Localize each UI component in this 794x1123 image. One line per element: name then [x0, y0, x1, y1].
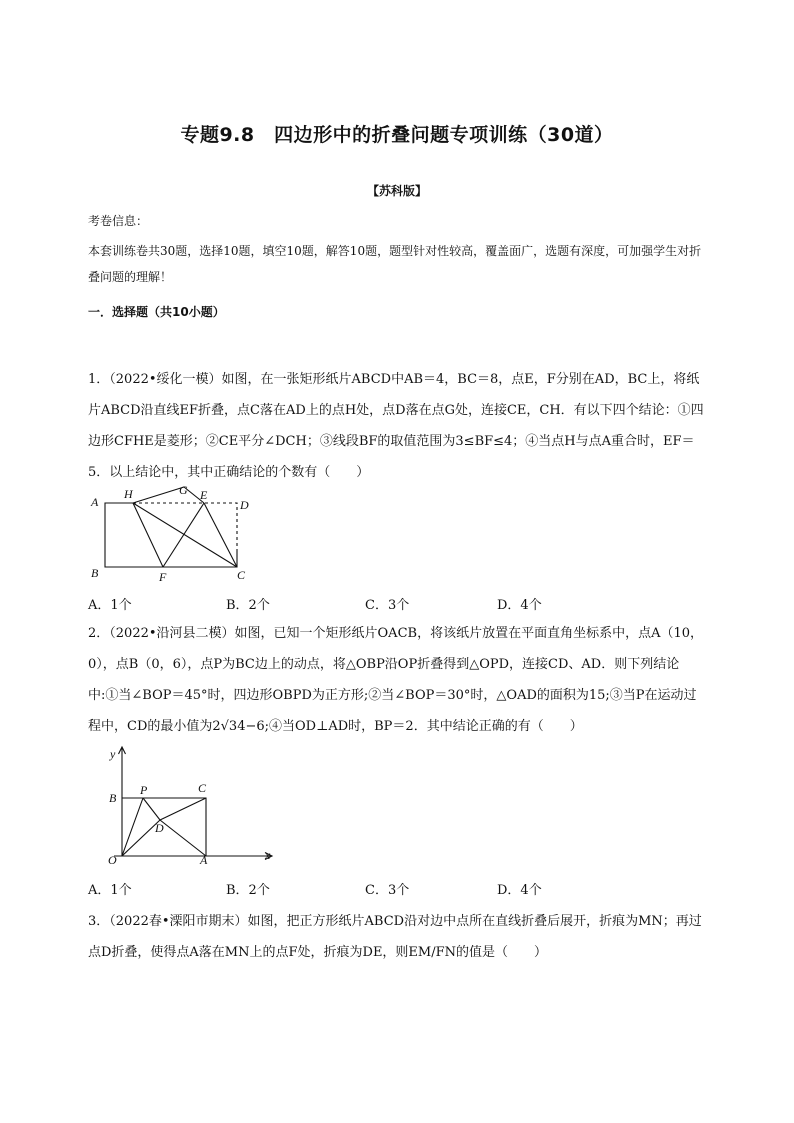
q1-option-b[interactable]: B．2个	[226, 598, 270, 613]
section-title: 一．选择题（共10小题）	[88, 305, 225, 319]
question-1-figure	[86, 485, 261, 585]
fig1-label-A: A	[91, 495, 99, 509]
fig1-label-G: G	[179, 485, 188, 497]
fig2-label-A: A	[200, 853, 208, 866]
fig1-label-E: E	[200, 488, 208, 502]
fig2-label-B: B	[109, 791, 117, 805]
fig1-seg-EF	[163, 503, 204, 567]
question-3-text: 3．（2022春•溧阳市期末）如图，把正方形纸片ABCD沿对边中点所在直线折叠后展开，折痕为MN；再过点D折叠，使得点A落在MN上的点F处，折痕为DE，则EM/FN的值是（ ）	[88, 914, 702, 960]
question-2-text: 2．（2022•沿河县二模）如图，已知一个矩形纸片OACB，将该纸片放置在平面直角坐标系中，点A（10，0），点B（0，6），点P为BC边上的动点，将△OBP沿OP折叠得到△OPD，连接CD、AD．则下列结论中:①当∠BOP＝45°时，四边形OBPD为正方形;②当∠BOP＝30°时，△OAD的面积为15;③当P在运动过程中，CD的最小值为2√34−6;④当OD⊥AD时，BP＝2．其中结论正确的有（ ）	[88, 626, 703, 734]
fig2-label-D: D	[155, 821, 164, 835]
fig1-seg-HG	[133, 487, 184, 503]
intro-text: 本套训练卷共30题，选择10题，填空10题，解答10题，题型针对性较高，覆盖面广，选题有深度，可加强学生对折叠问题的理解！	[88, 244, 702, 284]
fig2-seg-PD	[143, 798, 160, 820]
fig1-label-H: H	[124, 487, 133, 501]
fig2-label-y: y	[110, 747, 116, 761]
fig2-label-x: x	[265, 848, 271, 862]
edition-label: 【苏科版】	[366, 184, 427, 198]
fig2-label-C: C	[198, 781, 207, 795]
question-1-text: 1．（2022•绥化一模）如图，在一张矩形纸片ABCD中AB＝4，BC＝8，点E，F分别在AD，BC上，将纸片ABCD沿直线EF折叠，点C落在AD上的点H处，点D落在点G处，连接CE，CH．有以下四个结论：①四边形CFHE是菱形；②CE平分∠DCH；③线段BF的取值范围为3≤BF≤4；④当点H与点A重合时，EF＝5．以上结论中，其中正确结论的个数有（ ）	[88, 372, 704, 480]
q1-option-a[interactable]: A．1个	[88, 598, 132, 613]
q2-option-b[interactable]: B．2个	[226, 883, 270, 898]
q1-option-d[interactable]: D．4个	[497, 598, 542, 613]
fig2-label-O: O	[108, 853, 117, 866]
q1-option-c[interactable]: C．3个	[365, 598, 410, 613]
question-2-figure	[100, 744, 285, 866]
fig2-seg-OP	[122, 798, 143, 856]
fig1-label-D: D	[240, 498, 249, 512]
fig2-label-P: P	[140, 783, 148, 797]
info-label: 考卷信息：	[88, 214, 149, 228]
fig2-seg-CD	[160, 798, 206, 820]
fig1-label-C: C	[237, 568, 246, 582]
q2-option-d[interactable]: D．4个	[497, 883, 542, 898]
fig1-label-B: B	[91, 566, 99, 580]
fig1-rect-solid	[105, 503, 237, 567]
document-title: 专题9.8 四边形中的折叠问题专项训练（30道）	[180, 124, 614, 146]
fig2-seg-AD	[160, 820, 206, 856]
q2-option-a[interactable]: A．1个	[88, 883, 132, 898]
fig2-rect	[122, 798, 206, 856]
fig1-rect-dashed	[133, 503, 237, 552]
q2-option-c[interactable]: C．3个	[365, 883, 410, 898]
fig1-label-F: F	[159, 570, 167, 584]
